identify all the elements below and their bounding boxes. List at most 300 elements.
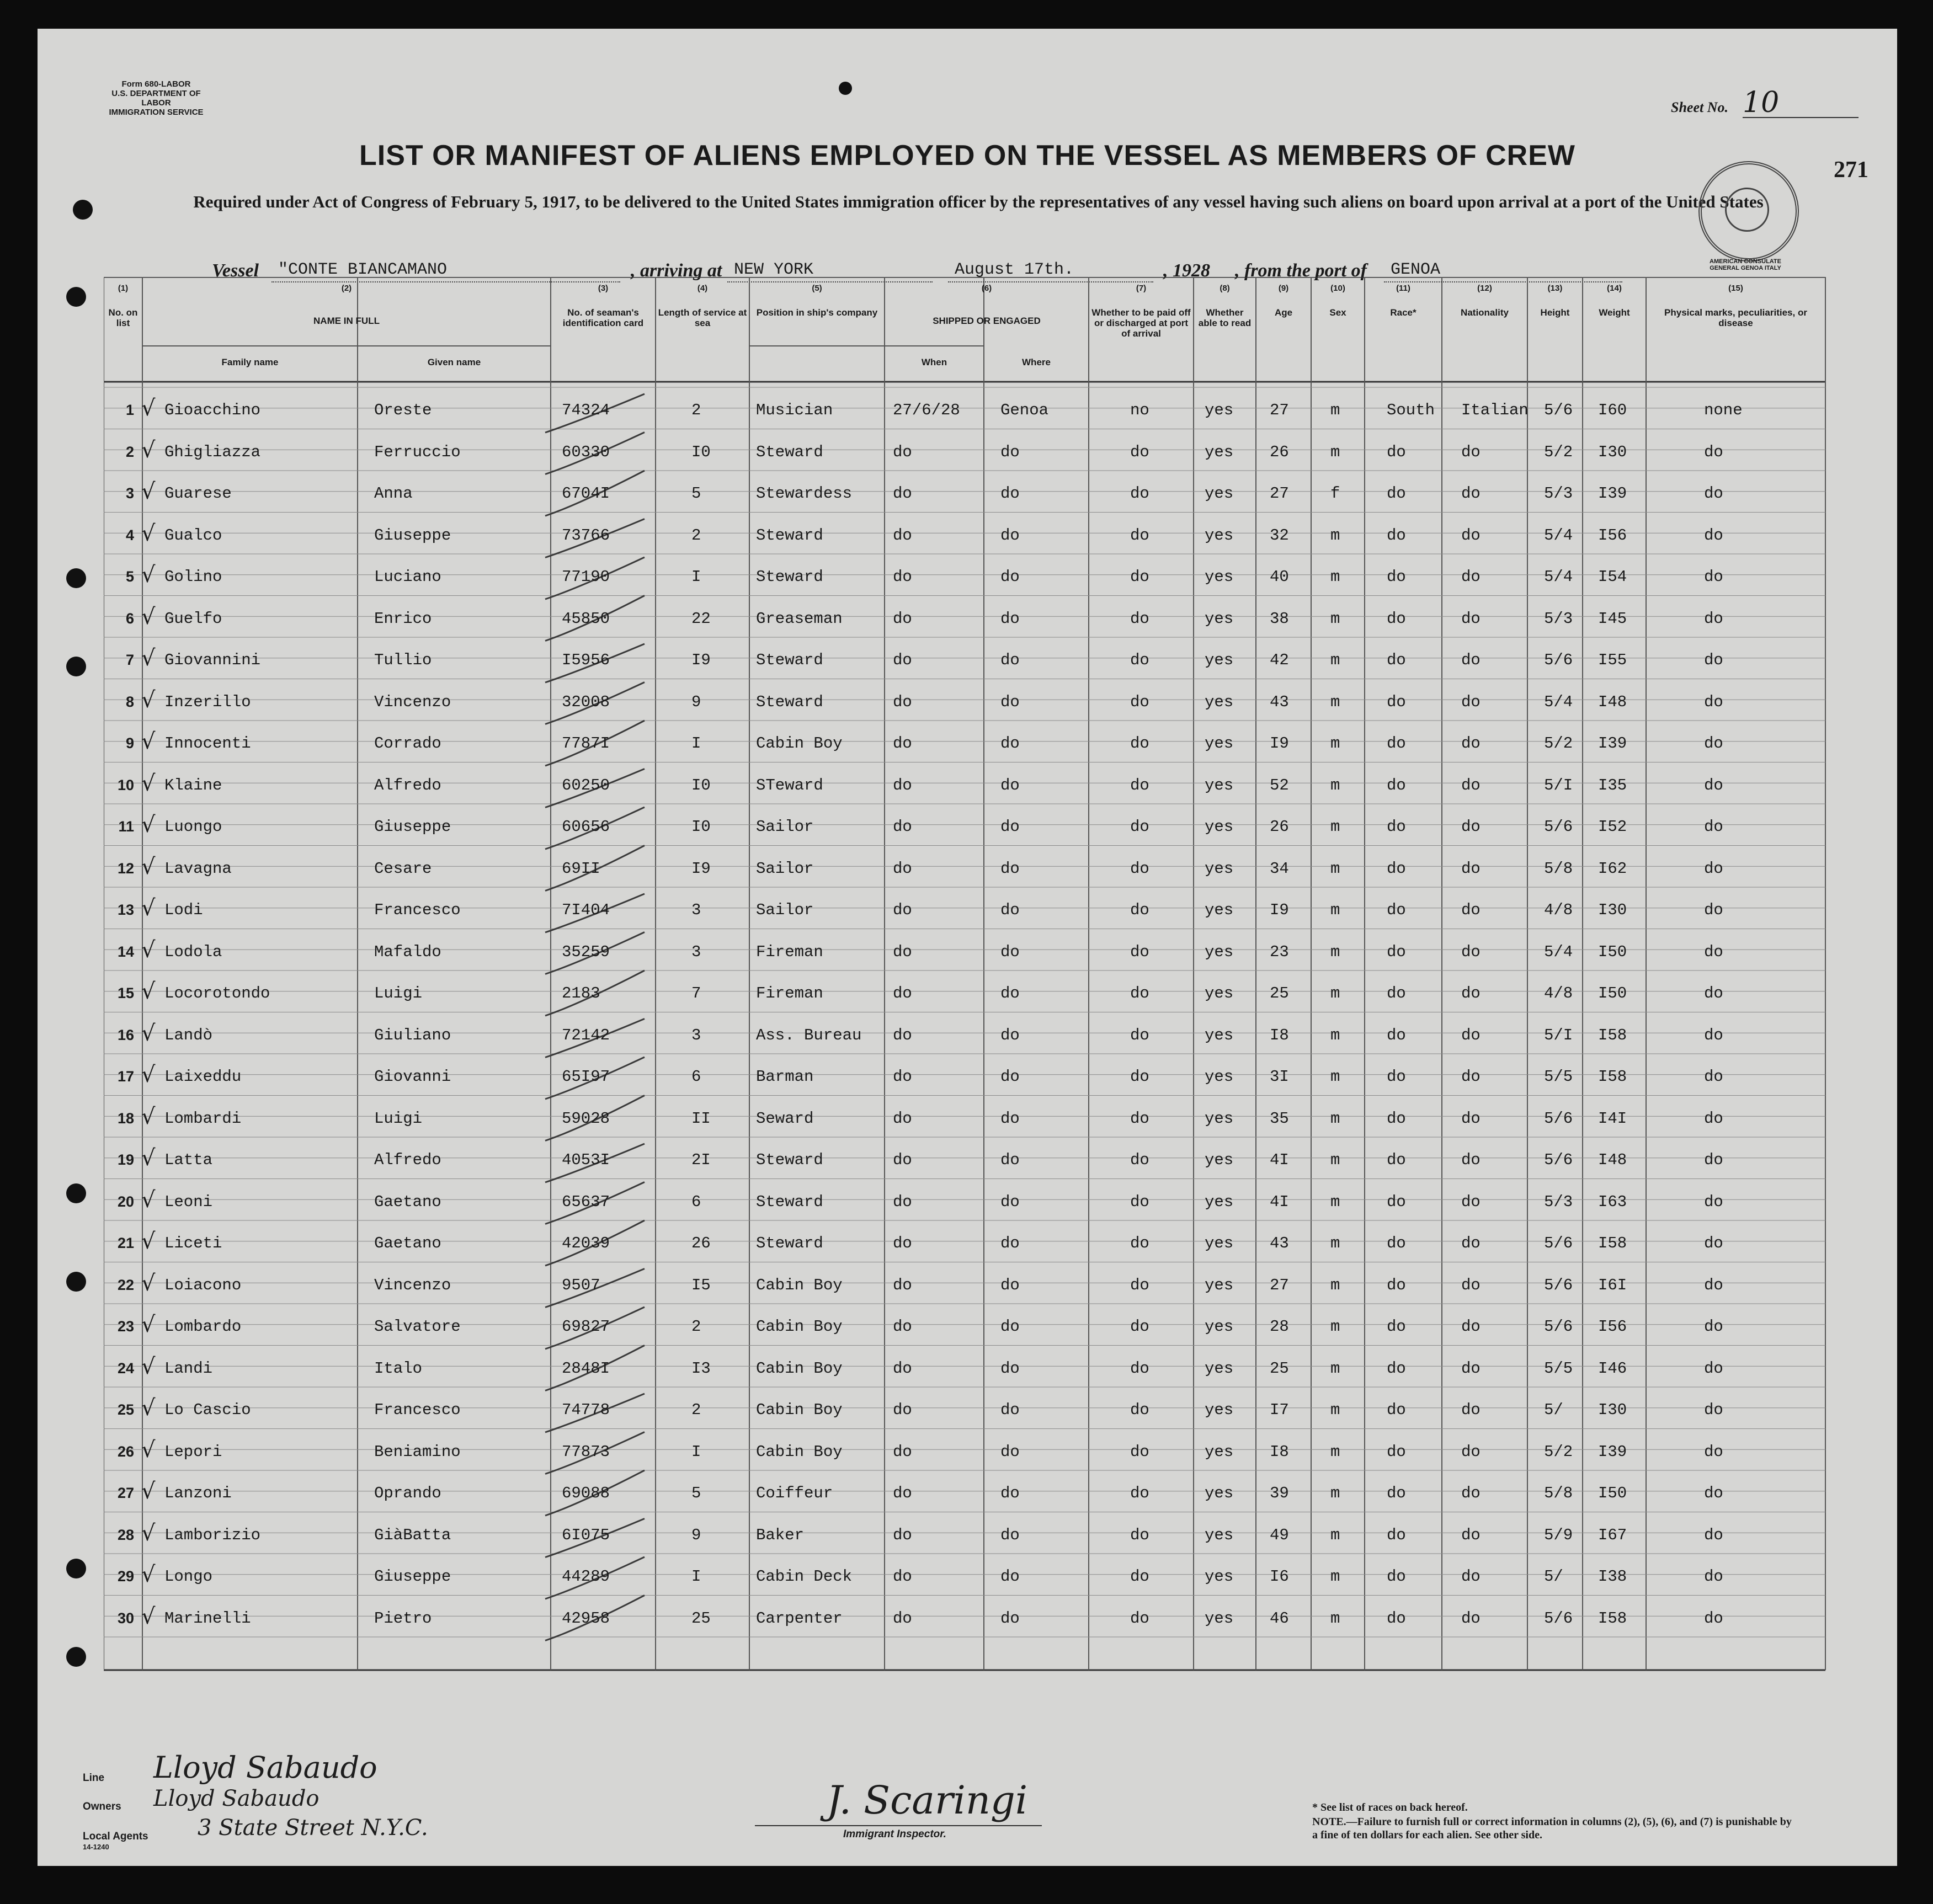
shipped-when: do xyxy=(893,776,912,794)
shipped-when: do xyxy=(893,1109,912,1128)
row-number: 26 xyxy=(117,1443,134,1460)
height: 5/6 xyxy=(1544,1276,1573,1294)
able-to-read: yes xyxy=(1205,942,1234,961)
id-card: 6704I xyxy=(562,484,610,503)
able-to-read: yes xyxy=(1205,1026,1234,1044)
physical-marks: do xyxy=(1704,818,1723,836)
physical-marks: do xyxy=(1704,651,1723,669)
punch-hole xyxy=(66,657,86,676)
sex: m xyxy=(1330,776,1340,794)
sex: m xyxy=(1330,1318,1340,1336)
row-number: 3 xyxy=(125,485,134,502)
check-mark-icon: √ xyxy=(141,520,156,546)
position: Stewardess xyxy=(756,484,853,503)
sex: m xyxy=(1330,568,1340,586)
able-to-read: yes xyxy=(1205,692,1234,711)
shipped-where: do xyxy=(1000,984,1020,1002)
service-length: I0 xyxy=(691,776,711,794)
race: do xyxy=(1387,859,1406,878)
shipped-when: do xyxy=(893,859,912,878)
sex: m xyxy=(1330,901,1340,919)
nationality: do xyxy=(1461,1151,1481,1169)
given-name: Salvatore xyxy=(374,1318,461,1336)
row-number: 28 xyxy=(117,1526,134,1543)
given-name: Luciano xyxy=(374,568,441,586)
nationality: do xyxy=(1461,734,1481,753)
position: Cabin Boy xyxy=(756,734,843,753)
shipped-where: do xyxy=(1000,1192,1020,1211)
page-stamp: 271 xyxy=(1834,157,1868,183)
column-number: (4) xyxy=(697,284,708,293)
family-name: Lavagna xyxy=(164,859,232,878)
column-header: No. of seaman's identification card xyxy=(562,307,644,328)
shipped-when: do xyxy=(893,609,912,628)
position: Steward xyxy=(756,526,823,545)
shipped-where: do xyxy=(1000,1234,1020,1252)
physical-marks: do xyxy=(1704,984,1723,1002)
check-mark-icon: √ xyxy=(141,937,156,963)
physical-marks: do xyxy=(1704,1068,1723,1086)
family-name: Golino xyxy=(164,568,222,586)
weight: I45 xyxy=(1598,609,1627,628)
id-card: 6I075 xyxy=(562,1526,610,1544)
position: Ass. Bureau xyxy=(756,1026,862,1044)
shipped-where: do xyxy=(1000,526,1020,545)
sex: m xyxy=(1330,942,1340,961)
family-name: Guarese xyxy=(164,484,232,503)
service-length: 3 xyxy=(691,901,701,919)
given-name: Ferruccio xyxy=(374,442,461,461)
id-card: 74324 xyxy=(562,401,610,419)
position: Cabin Boy xyxy=(756,1401,843,1419)
nationality: do xyxy=(1461,1609,1481,1628)
weight: I38 xyxy=(1598,1567,1627,1586)
family-name: Gualco xyxy=(164,526,222,545)
shipped-when: do xyxy=(893,901,912,919)
family-name: Lo Cascio xyxy=(164,1401,251,1419)
able-to-read: yes xyxy=(1205,776,1234,794)
family-name: Landi xyxy=(164,1359,213,1378)
service-length: 5 xyxy=(691,1484,701,1502)
service-length: II xyxy=(691,1109,711,1128)
able-to-read: yes xyxy=(1205,1484,1234,1502)
seal-text: AMERICAN CONSULATE GENERAL GENOA ITALY xyxy=(1710,258,1781,271)
line-signature: Lloyd Sabaudo xyxy=(153,1750,377,1785)
shipped-when: do xyxy=(893,442,912,461)
column-number: (3) xyxy=(598,284,609,293)
height: 5/3 xyxy=(1544,1192,1573,1211)
age: 27 xyxy=(1270,1276,1289,1294)
arrival-date: August 17th. xyxy=(948,258,1153,282)
family-name: Lodi xyxy=(164,901,203,919)
check-mark-icon: √ xyxy=(141,562,156,588)
shipped-where: do xyxy=(1000,1318,1020,1336)
position: Cabin Boy xyxy=(756,1442,843,1461)
row-number: 22 xyxy=(117,1276,134,1293)
shipped-when: do xyxy=(893,692,912,711)
family-name: Gioacchino xyxy=(164,401,261,419)
service-length: 9 xyxy=(691,692,701,711)
physical-marks: do xyxy=(1704,692,1723,711)
check-mark-icon: √ xyxy=(141,854,156,879)
race: do xyxy=(1387,901,1406,919)
age: 42 xyxy=(1270,651,1289,669)
height: 4/8 xyxy=(1544,984,1573,1002)
height: 5/8 xyxy=(1544,859,1573,878)
physical-marks: do xyxy=(1704,734,1723,753)
row-number: 15 xyxy=(117,985,134,1001)
shipped-when: do xyxy=(893,984,912,1002)
height: 5/4 xyxy=(1544,526,1573,545)
weight: I58 xyxy=(1598,1068,1627,1086)
shipped-where: do xyxy=(1000,942,1020,961)
service-length: I0 xyxy=(691,818,711,836)
check-mark-icon: √ xyxy=(141,979,156,1004)
paid-off: do xyxy=(1130,818,1149,836)
punch-hole xyxy=(66,287,86,307)
given-name: Francesco xyxy=(374,1401,461,1419)
id-card: 69II xyxy=(562,859,600,878)
race: do xyxy=(1387,1318,1406,1336)
weight: I50 xyxy=(1598,942,1627,961)
punch-hole xyxy=(66,568,86,588)
column-subheader: Given name xyxy=(427,357,481,367)
inspector-label: Immigrant Inspector. xyxy=(843,1828,946,1840)
column-header: Physical marks, peculiarities, or disease xyxy=(1664,307,1807,328)
given-name: Tullio xyxy=(374,651,432,669)
paid-off: do xyxy=(1130,526,1149,545)
shipped-where: do xyxy=(1000,692,1020,711)
weight: I63 xyxy=(1598,1192,1627,1211)
given-name: Vincenzo xyxy=(374,692,451,711)
given-name: Alfredo xyxy=(374,1151,441,1169)
given-name: Luigi xyxy=(374,1109,423,1128)
position: Steward xyxy=(756,1192,823,1211)
height: 5/6 xyxy=(1544,818,1573,836)
given-name: Mafaldo xyxy=(374,942,441,961)
family-name: Laixeddu xyxy=(164,1068,242,1086)
able-to-read: yes xyxy=(1205,1609,1234,1628)
physical-marks: do xyxy=(1704,526,1723,545)
given-name: Luigi xyxy=(374,984,423,1002)
column-header: SHIPPED OR ENGAGED xyxy=(933,316,1041,326)
position: Fireman xyxy=(756,942,823,961)
physical-marks: do xyxy=(1704,859,1723,878)
column-number: (8) xyxy=(1220,284,1230,293)
height: 5/3 xyxy=(1544,609,1573,628)
family-name: Guelfo xyxy=(164,609,222,628)
able-to-read: yes xyxy=(1205,734,1234,753)
shipped-when: do xyxy=(893,651,912,669)
row-number: 14 xyxy=(117,943,134,960)
check-mark-icon: √ xyxy=(141,1395,156,1421)
check-mark-icon: √ xyxy=(141,1603,156,1629)
given-name: Beniamino xyxy=(374,1442,461,1461)
physical-marks: do xyxy=(1704,901,1723,919)
punch-hole xyxy=(66,1559,86,1578)
row-number: 25 xyxy=(117,1401,134,1418)
nationality: do xyxy=(1461,1234,1481,1252)
height: 5/4 xyxy=(1544,568,1573,586)
column-header: Length of service at sea xyxy=(658,307,747,328)
family-name: Landò xyxy=(164,1026,213,1044)
age: 23 xyxy=(1270,942,1289,961)
height: 5/6 xyxy=(1544,401,1573,419)
shipped-when: do xyxy=(893,942,912,961)
sex: m xyxy=(1330,1526,1340,1544)
nationality: Italian xyxy=(1461,401,1529,419)
row-number: 19 xyxy=(117,1151,134,1168)
service-length: I0 xyxy=(691,442,711,461)
weight: I55 xyxy=(1598,651,1627,669)
id-card: 77873 xyxy=(562,1442,610,1461)
paid-off: do xyxy=(1130,1151,1149,1169)
check-mark-icon: √ xyxy=(141,1437,156,1463)
able-to-read: yes xyxy=(1205,1318,1234,1336)
race: do xyxy=(1387,942,1406,961)
id-card: I5956 xyxy=(562,651,610,669)
weight: I58 xyxy=(1598,1026,1627,1044)
height: 5/I xyxy=(1544,1026,1573,1044)
weight: I62 xyxy=(1598,859,1627,878)
sex: m xyxy=(1330,1442,1340,1461)
nationality: do xyxy=(1461,1109,1481,1128)
shipped-where: do xyxy=(1000,776,1020,794)
physical-marks: do xyxy=(1704,1151,1723,1169)
able-to-read: yes xyxy=(1205,401,1234,419)
nationality: do xyxy=(1461,1484,1481,1502)
service-length: 26 xyxy=(691,1234,711,1252)
check-mark-icon: √ xyxy=(141,1145,156,1171)
paid-off: do xyxy=(1130,442,1149,461)
service-length: 25 xyxy=(691,1609,711,1628)
service-length: I9 xyxy=(691,859,711,878)
able-to-read: yes xyxy=(1205,1567,1234,1586)
id-card: 2183 xyxy=(562,984,600,1002)
shipped-where: do xyxy=(1000,1567,1020,1586)
row-number: 23 xyxy=(117,1318,134,1335)
able-to-read: yes xyxy=(1205,651,1234,669)
shipped-where: do xyxy=(1000,859,1020,878)
sex: m xyxy=(1330,401,1340,419)
year-label: , 1928 xyxy=(1163,260,1210,281)
given-name: Alfredo xyxy=(374,776,441,794)
shipped-where: do xyxy=(1000,1276,1020,1294)
paid-off: do xyxy=(1130,1109,1149,1128)
id-card: 60250 xyxy=(562,776,610,794)
column-header: Weight xyxy=(1599,307,1630,318)
given-name: Giuseppe xyxy=(374,526,451,545)
service-length: 22 xyxy=(691,609,711,628)
owners-label: Owners xyxy=(83,1801,121,1812)
paid-off: do xyxy=(1130,484,1149,503)
manifest-sheet xyxy=(38,29,1897,1866)
arrival-port: NEW YORK xyxy=(727,258,933,282)
column-number: (2) xyxy=(341,284,352,293)
shipped-when: do xyxy=(893,1026,912,1044)
id-card: 65637 xyxy=(562,1192,610,1211)
paid-off: do xyxy=(1130,1401,1149,1419)
row-number: 12 xyxy=(117,860,134,877)
height: 5/2 xyxy=(1544,734,1573,753)
able-to-read: yes xyxy=(1205,1192,1234,1211)
position: Greaseman xyxy=(756,609,843,628)
paid-off: do xyxy=(1130,1192,1149,1211)
shipped-when: do xyxy=(893,1318,912,1336)
physical-marks: do xyxy=(1704,1359,1723,1378)
age: 26 xyxy=(1270,818,1289,836)
able-to-read: yes xyxy=(1205,1109,1234,1128)
id-card: 32008 xyxy=(562,692,610,711)
height: 5/ xyxy=(1544,1401,1563,1419)
able-to-read: yes xyxy=(1205,1442,1234,1461)
column-number: (15) xyxy=(1728,284,1743,293)
physical-marks: do xyxy=(1704,1276,1723,1294)
given-name: Vincenzo xyxy=(374,1276,451,1294)
service-length: I xyxy=(691,1442,701,1461)
race: do xyxy=(1387,484,1406,503)
race: do xyxy=(1387,1109,1406,1128)
check-mark-icon: √ xyxy=(141,770,156,796)
shipped-when: do xyxy=(893,1234,912,1252)
sex: f xyxy=(1330,484,1340,503)
vessel-name: "CONTE BIANCAMANO xyxy=(271,258,620,282)
nationality: do xyxy=(1461,859,1481,878)
family-name: Klaine xyxy=(164,776,222,794)
column-number: (9) xyxy=(1278,284,1289,293)
sex: m xyxy=(1330,526,1340,545)
shipped-when: do xyxy=(893,484,912,503)
row-number: 30 xyxy=(117,1609,134,1626)
check-mark-icon: √ xyxy=(141,1312,156,1337)
height: 5/ xyxy=(1544,1567,1563,1586)
service-length: I xyxy=(691,568,701,586)
paid-off: do xyxy=(1130,1068,1149,1086)
sex: m xyxy=(1330,442,1340,461)
family-name: Luongo xyxy=(164,818,222,836)
nationality: do xyxy=(1461,776,1481,794)
physical-marks: do xyxy=(1704,1484,1723,1502)
shipped-where: do xyxy=(1000,442,1020,461)
shipped-when: do xyxy=(893,1192,912,1211)
check-mark-icon: √ xyxy=(141,604,156,630)
position: Cabin Boy xyxy=(756,1276,843,1294)
given-name: Oreste xyxy=(374,401,432,419)
height: 5/6 xyxy=(1544,1318,1573,1336)
row-number: 7 xyxy=(125,652,134,668)
position: Sailor xyxy=(756,818,814,836)
able-to-read: yes xyxy=(1205,859,1234,878)
check-mark-icon: √ xyxy=(141,1479,156,1504)
age: 43 xyxy=(1270,1234,1289,1252)
column-header: NAME IN FULL xyxy=(313,316,380,326)
check-mark-icon: √ xyxy=(141,1353,156,1379)
given-name: Giuliano xyxy=(374,1026,451,1044)
shipped-when: do xyxy=(893,1442,912,1461)
race: do xyxy=(1387,1401,1406,1419)
position: Steward xyxy=(756,651,823,669)
row-number: 20 xyxy=(117,1193,134,1210)
sex: m xyxy=(1330,1276,1340,1294)
shipped-where: do xyxy=(1000,1068,1020,1086)
check-mark-icon: √ xyxy=(141,687,156,713)
sheet-number-label: Sheet No. xyxy=(1671,99,1728,115)
id-card: 44289 xyxy=(562,1567,610,1586)
row-number: 29 xyxy=(117,1568,134,1585)
age: 27 xyxy=(1270,484,1289,503)
column-number: (7) xyxy=(1136,284,1147,293)
id-card: 7I404 xyxy=(562,901,610,919)
height: 5/4 xyxy=(1544,942,1573,961)
able-to-read: yes xyxy=(1205,1234,1234,1252)
family-name: Lanzoni xyxy=(164,1484,232,1502)
shipped-when: do xyxy=(893,526,912,545)
column-number: (1) xyxy=(118,284,129,293)
owners-signature: Lloyd Sabaudo xyxy=(153,1786,319,1811)
service-length: 6 xyxy=(691,1192,701,1211)
shipped-where: do xyxy=(1000,609,1020,628)
nationality: do xyxy=(1461,442,1481,461)
able-to-read: yes xyxy=(1205,442,1234,461)
check-mark-icon: √ xyxy=(141,812,156,838)
department: U.S. DEPARTMENT OF LABOR xyxy=(111,89,201,108)
able-to-read: yes xyxy=(1205,1068,1234,1086)
sheet-number: 10 xyxy=(1743,88,1859,118)
physical-marks: do xyxy=(1704,1318,1723,1336)
age: 32 xyxy=(1270,526,1289,545)
id-card: 59028 xyxy=(562,1109,610,1128)
paid-off: do xyxy=(1130,734,1149,753)
row-number: 18 xyxy=(117,1110,134,1127)
shipped-where: do xyxy=(1000,651,1020,669)
physical-marks: do xyxy=(1704,1526,1723,1544)
shipped-where: do xyxy=(1000,1526,1020,1544)
check-mark-icon: √ xyxy=(141,1562,156,1587)
physical-marks: do xyxy=(1704,484,1723,503)
race: do xyxy=(1387,984,1406,1002)
able-to-read: yes xyxy=(1205,526,1234,545)
check-mark-icon: √ xyxy=(141,1103,156,1129)
race: do xyxy=(1387,526,1406,545)
race: do xyxy=(1387,609,1406,628)
check-mark-icon: √ xyxy=(141,1062,156,1087)
id-card: 60656 xyxy=(562,818,610,836)
race: do xyxy=(1387,818,1406,836)
position: Cabin Boy xyxy=(756,1318,843,1336)
column-header: Whether able to read xyxy=(1198,307,1252,328)
height: 5/6 xyxy=(1544,651,1573,669)
height: 5/5 xyxy=(1544,1359,1573,1378)
sex: m xyxy=(1330,1026,1340,1044)
position: Steward xyxy=(756,1234,823,1252)
height: 5/6 xyxy=(1544,1151,1573,1169)
row-number: 9 xyxy=(125,735,134,751)
form-identifier xyxy=(98,79,214,117)
nationality: do xyxy=(1461,1567,1481,1586)
family-name: Lombardi xyxy=(164,1109,242,1128)
weight: I48 xyxy=(1598,692,1627,711)
given-name: Cesare xyxy=(374,859,432,878)
race: do xyxy=(1387,1567,1406,1586)
shipped-when: do xyxy=(893,1276,912,1294)
shipped-where: do xyxy=(1000,1401,1020,1419)
given-name: GiàBatta xyxy=(374,1526,451,1544)
column-header: Position in ship's company xyxy=(756,307,878,318)
age: 25 xyxy=(1270,984,1289,1002)
race: do xyxy=(1387,1151,1406,1169)
sex: m xyxy=(1330,818,1340,836)
weight: I50 xyxy=(1598,984,1627,1002)
